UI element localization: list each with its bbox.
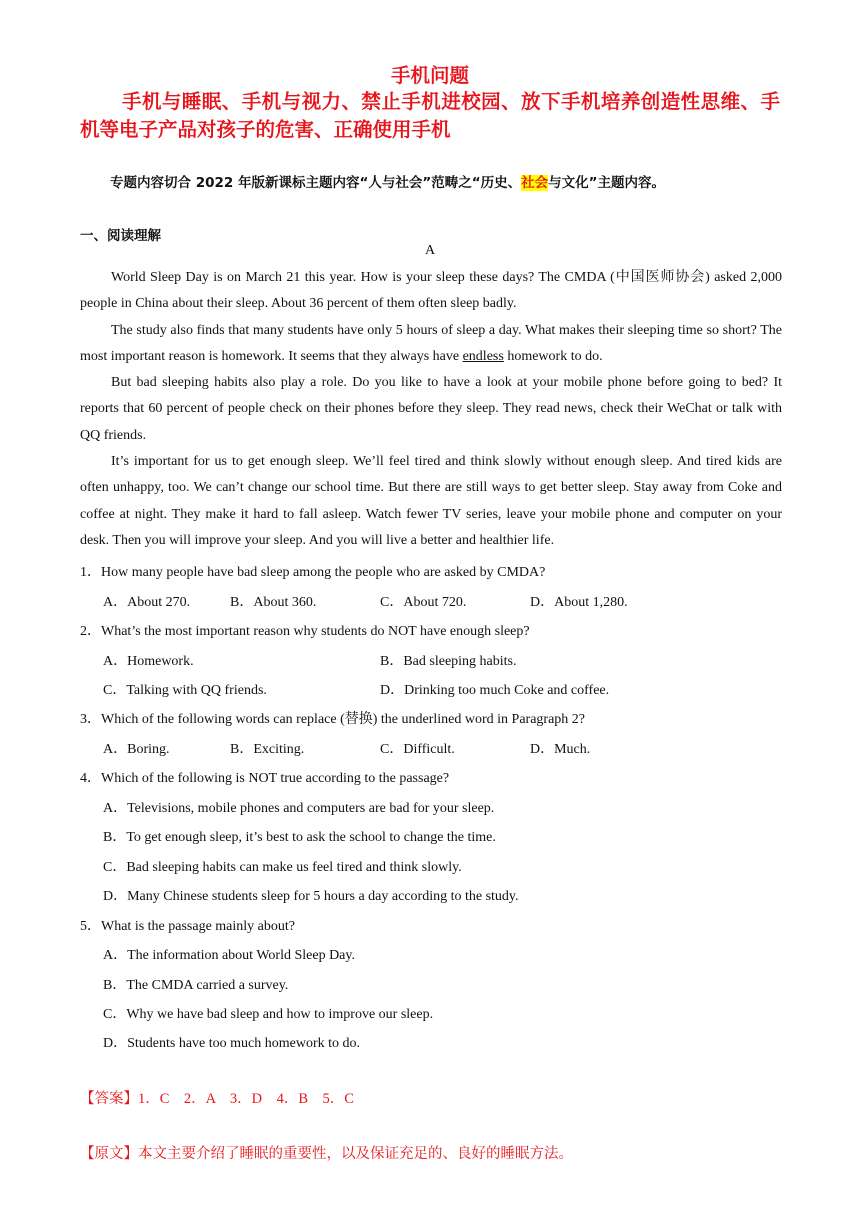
question-1-option-a: A．About 270. [103,595,191,610]
question-4-option-b: B．To get enough sleep, it’s best to ask the school to change the time. [103,830,496,845]
document-title: 手机问题 [390,64,469,87]
topic-statement [110,171,810,191]
question-4-option-c: C．Bad sleeping habits can make us feel tired and think slowly. [103,860,462,875]
passage-paragraph-2 [80,318,782,371]
topic-text-before: 专题内容切合 2022 年版新课标主题内容“人与社会”范畴之“历史、 [110,175,522,191]
question-1-option-c: C．About 720. [380,595,467,610]
question-5-stem: 5．What is the passage mainly about? [80,919,295,934]
passage-paragraph-4: It’s important for us to get enough sleep. We’ll feel tired and think slowly without enough sleep. And tired kids are often unhappy, too. We can’t change our school time. But there are still ways to get better sleep. Stay away from Coke and coffee at night. They make it hard to fall asleep. Watch fewer TV series, leave your mobile phone and computer on your desk. Then you will improve your sleep. And you will live a better and healthier life. [80,454,782,548]
section-heading: 一、阅读理解 [80,228,161,244]
question-1-option-d: D．About 1,280. [530,595,628,610]
question-1-option-b: B．About 360. [230,595,317,610]
passage-paragraph-3: But bad sleeping habits also play a role. Do you like to have a look at your mobile phone before going to bed? It reports that 60 percent of people check on their phones before they sleep. They read news, check their WeChat or talk with QQ friends. [80,375,782,443]
question-2-option-c: C．Talking with QQ friends. [103,683,267,698]
question-3-stem: 3．Which of the following words can replace (替换) the underlined word in Paragraph 2? [80,712,586,727]
reading-passage [80,265,782,554]
question-3-option-a: A．Boring. [103,742,170,757]
topic-text-after: 与文化”主题内容。 [548,175,665,191]
paragraph-2-text-before: The study also finds that many students have only 5 hours of sleep a day. What makes their sleeping time so short? The most important reason is homework. It seems that they always have [80,322,782,364]
question-2-option-d: D．Drinking too much Coke and coffee. [380,683,610,698]
topic-highlight: 社会 [521,175,549,191]
question-3-option-d: D．Much. [530,742,591,757]
question-2-stem: 2．What’s the most important reason why students do NOT have enough sleep? [80,624,530,639]
question-2-option-a: A．Homework. [103,654,194,669]
question-4-option-d: D．Many Chinese students sleep for 5 hours a day according to the study. [103,889,519,904]
question-5-option-b: B．The CMDA carried a survey. [103,978,289,993]
passage-summary: 【原文】本文主要介绍了睡眠的重要性，以及保证充足的、良好的睡眠方法。 [80,1146,573,1162]
question-3-option-b: B．Exciting. [230,742,305,757]
underlined-word: endless [462,348,504,364]
question-4-stem: 4．Which of the following is NOT true according to the passage? [80,771,450,786]
answer-key: 【答案】1．C 2．A 3．D 4．B 5．C [80,1091,354,1107]
question-5-option-a: A．The information about World Sleep Day. [103,948,355,963]
question-1-stem: 1．How many people have bad sleep among the people who are asked by CMDA? [80,565,546,580]
document-subtitle: 手机与睡眠、手机与视力、禁止手机进校园、放下手机培养创造性思维、手机等电子产品对孩子的危害、正确使用手机 [80,90,780,141]
paragraph-2-text-after: homework to do. [503,348,603,364]
question-5-option-c: C．Why we have bad sleep and how to improve our sleep. [103,1007,434,1022]
passage-paragraph-1: World Sleep Day is on March 21 this year. How is your sleep these days? The CMDA (中国医师协会) asked 2,000 people in China about their sleep. About 36 percent of them often sleep badly. [80,270,782,312]
question-2-option-b: B．Bad sleeping habits. [380,654,517,669]
passage-letter: A [424,243,436,258]
question-4-option-a: A．Televisions, mobile phones and computers are bad for your sleep. [103,801,495,816]
question-5-option-d: D．Students have too much homework to do. [103,1036,361,1051]
question-3-option-c: C．Difficult. [380,742,455,757]
